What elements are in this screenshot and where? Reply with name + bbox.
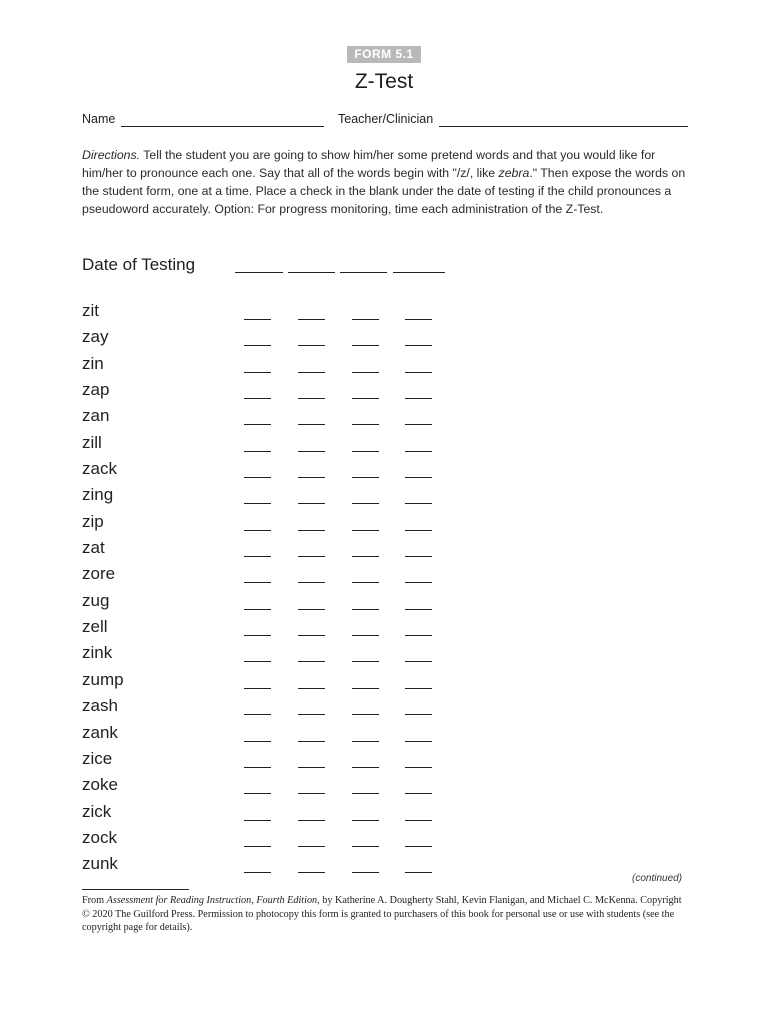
directions-paragraph [82,146,692,218]
pseudoword: zump [82,669,124,689]
check-blank-2[interactable] [298,820,325,821]
name-label: Name [82,112,116,126]
pseudoword: zip [82,511,104,531]
check-blank-3[interactable] [352,767,379,768]
check-blank-3[interactable] [352,398,379,399]
word-row [82,668,462,694]
check-blank-1[interactable] [244,609,271,610]
check-blank-4[interactable] [405,714,432,715]
check-blank-4[interactable] [405,451,432,452]
check-blank-2[interactable] [298,609,325,610]
word-row [82,352,462,378]
check-blank-4[interactable] [405,661,432,662]
footnote-rule [82,889,189,890]
pseudoword: zan [82,406,110,426]
check-blank-4[interactable] [405,503,432,504]
word-row [82,562,462,588]
directions-emphasis: zebra [498,166,530,180]
pseudoword: zoke [82,775,118,795]
word-row [82,431,462,457]
check-blank-3[interactable] [352,345,379,346]
check-blank-1[interactable] [244,319,271,320]
check-blank-4[interactable] [405,477,432,478]
footnote-authors: , by Katherine A. Dougherty Stahl, Kevin Flanigan, and Michael C. McKenna. Copyright © 2020 The Guilford Press. Permission to photocopy this form is granted to purchasers of this book for personal use or use with students (see the copyright page for details). [82,895,682,933]
form-number-badge: FORM 5.1 [347,46,421,63]
pseudoword: zank [82,722,118,742]
word-row [82,747,462,773]
pseudoword: zink [82,643,113,663]
check-blank-1[interactable] [244,424,271,425]
copyright-footnote [82,894,690,935]
pseudoword-list [82,299,462,879]
pseudoword: zing [82,485,114,505]
pseudoword: zock [82,827,117,847]
word-row [82,721,462,747]
check-blank-1[interactable] [244,741,271,742]
date-blank-4[interactable] [393,272,445,273]
word-row [82,773,462,799]
check-blank-2[interactable] [298,345,325,346]
check-blank-3[interactable] [352,530,379,531]
check-blank-2[interactable] [298,503,325,504]
check-blank-1[interactable] [244,635,271,636]
check-blank-4[interactable] [405,398,432,399]
check-blank-3[interactable] [352,556,379,557]
check-blank-3[interactable] [352,872,379,873]
check-blank-2[interactable] [298,451,325,452]
check-blank-3[interactable] [352,846,379,847]
check-blank-1[interactable] [244,872,271,873]
check-blank-4[interactable] [405,846,432,847]
continued-note: (continued) [632,873,683,884]
check-blank-4[interactable] [405,688,432,689]
check-blank-1[interactable] [244,503,271,504]
check-blank-1[interactable] [244,820,271,821]
pseudoword: zick [82,801,112,821]
pseudoword: zug [82,590,110,610]
word-row [82,694,462,720]
check-blank-3[interactable] [352,714,379,715]
check-blank-3[interactable] [352,582,379,583]
check-blank-2[interactable] [298,398,325,399]
check-blank-4[interactable] [405,582,432,583]
check-blank-1[interactable] [244,477,271,478]
pseudoword: zat [82,538,105,558]
check-blank-1[interactable] [244,398,271,399]
check-blank-3[interactable] [352,609,379,610]
word-row [82,800,462,826]
check-blank-4[interactable] [405,556,432,557]
check-blank-1[interactable] [244,556,271,557]
check-blank-1[interactable] [244,846,271,847]
check-blank-3[interactable] [352,372,379,373]
check-blank-4[interactable] [405,872,432,873]
pseudoword: zunk [82,854,118,874]
check-blank-4[interactable] [405,424,432,425]
check-blank-3[interactable] [352,424,379,425]
check-blank-4[interactable] [405,767,432,768]
check-blank-2[interactable] [298,556,325,557]
check-blank-3[interactable] [352,635,379,636]
pseudoword: zit [82,301,99,320]
word-row [82,641,462,667]
check-blank-4[interactable] [405,319,432,320]
check-blank-3[interactable] [352,451,379,452]
check-blank-4[interactable] [405,793,432,794]
check-blank-2[interactable] [298,582,325,583]
check-blank-2[interactable] [298,767,325,768]
word-row [82,325,462,351]
check-blank-1[interactable] [244,793,271,794]
word-row [82,589,462,615]
pseudoword: zill [82,432,102,452]
teacher-clinician-field-line[interactable] [439,126,688,127]
check-blank-1[interactable] [244,582,271,583]
check-blank-2[interactable] [298,372,325,373]
check-blank-2[interactable] [298,530,325,531]
word-row [82,299,462,325]
teacher-clinician-label: Teacher/Clinician [338,112,434,126]
date-blank-1[interactable] [235,272,283,273]
directions-lead: Directions. [82,148,141,162]
date-blank-2[interactable] [288,272,335,273]
check-blank-2[interactable] [298,741,325,742]
pseudoword: zice [82,748,113,768]
check-blank-3[interactable] [352,319,379,320]
check-blank-2[interactable] [298,477,325,478]
check-blank-4[interactable] [405,635,432,636]
check-blank-2[interactable] [298,714,325,715]
check-blank-1[interactable] [244,661,271,662]
pseudoword: zore [82,564,116,584]
check-blank-2[interactable] [298,424,325,425]
check-blank-3[interactable] [352,741,379,742]
check-blank-2[interactable] [298,319,325,320]
check-blank-2[interactable] [298,872,325,873]
word-row [82,404,462,430]
word-row [82,826,462,852]
word-row [82,615,462,641]
word-row [82,457,462,483]
name-field-line[interactable] [121,126,324,127]
check-blank-1[interactable] [244,688,271,689]
footnote-from: From [82,895,107,906]
directions-text-1: Tell the student you are going to show him/her some pretend words and that you would like for him/her to pronounce each one. Say that all of the words begin with "/z/, like [82,148,656,180]
check-blank-2[interactable] [298,661,325,662]
check-blank-4[interactable] [405,345,432,346]
footnote-book-title: Assessment for Reading Instruction, Fourth Edition [106,895,318,906]
date-blank-3[interactable] [340,272,387,273]
check-blank-1[interactable] [244,714,271,715]
date-of-testing-label: Date of Testing [82,255,196,274]
pseudoword: zap [82,380,110,400]
word-row [82,483,462,509]
check-blank-3[interactable] [352,688,379,689]
pseudoword: zin [82,353,104,373]
check-blank-2[interactable] [298,846,325,847]
check-blank-4[interactable] [405,609,432,610]
check-blank-1[interactable] [244,530,271,531]
check-blank-2[interactable] [298,635,325,636]
check-blank-4[interactable] [405,530,432,531]
pseudoword: zash [82,696,118,716]
check-blank-1[interactable] [244,767,271,768]
word-row [82,852,462,878]
page-title: Z-Test [354,70,414,93]
check-blank-4[interactable] [405,372,432,373]
check-blank-1[interactable] [244,451,271,452]
check-blank-2[interactable] [298,688,325,689]
check-blank-3[interactable] [352,820,379,821]
word-row [82,536,462,562]
pseudoword: zell [82,617,108,637]
word-row [82,378,462,404]
check-blank-1[interactable] [244,345,271,346]
pseudoword: zay [82,327,109,347]
check-blank-3[interactable] [352,477,379,478]
word-row [82,510,462,536]
check-blank-3[interactable] [352,661,379,662]
directions-text-2: ." Then expose the words on the student form, one at a time. Place a check in the blank under the date of testing if the child pronounces a pseudoword accurately. Option: For progress monitoring, time each administration of the Z-Test. [82,166,686,216]
check-blank-1[interactable] [244,372,271,373]
check-blank-2[interactable] [298,793,325,794]
check-blank-3[interactable] [352,503,379,504]
check-blank-4[interactable] [405,820,432,821]
check-blank-3[interactable] [352,793,379,794]
pseudoword: zack [82,459,117,479]
check-blank-4[interactable] [405,741,432,742]
